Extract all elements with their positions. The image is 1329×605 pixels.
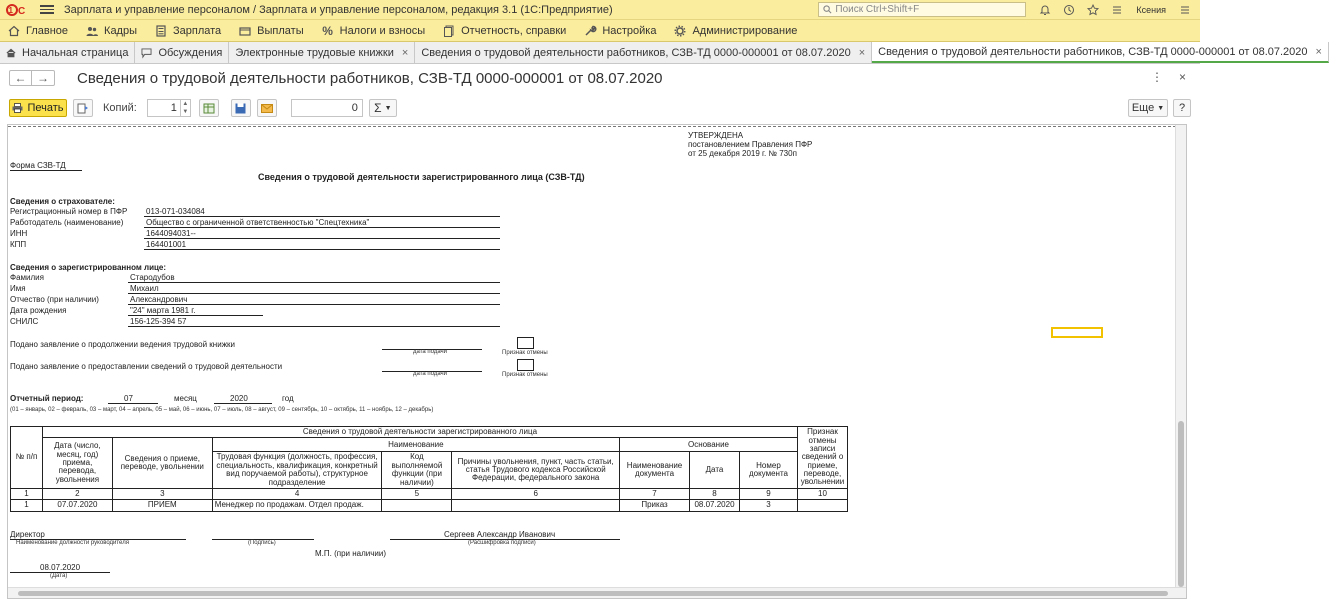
cancel-checkbox[interactable] bbox=[517, 337, 534, 349]
cancel-checkbox[interactable] bbox=[517, 359, 534, 371]
table-cell: 4 bbox=[212, 489, 382, 500]
table-cell[interactable]: 08.07.2020 bbox=[690, 500, 740, 511]
menu-label: Кадры bbox=[104, 24, 137, 37]
underline bbox=[144, 238, 500, 239]
underline bbox=[144, 249, 500, 250]
printer-icon bbox=[12, 103, 23, 113]
table-cell[interactable]: 1 bbox=[11, 500, 43, 511]
scroll-thumb[interactable] bbox=[18, 591, 1168, 596]
submit-date-caption: дата подачи bbox=[413, 371, 448, 377]
employer-value: Общество с ограниченной ответственностью "Спецтехника" bbox=[146, 218, 370, 227]
1c-logo-icon[interactable] bbox=[6, 4, 30, 16]
send-email-button[interactable] bbox=[257, 99, 277, 117]
home-icon bbox=[6, 48, 16, 58]
menu-item-settings[interactable] bbox=[576, 25, 666, 37]
window-menu-icon[interactable] bbox=[1176, 2, 1194, 18]
underline bbox=[128, 282, 500, 283]
period-label: Отчетный период: bbox=[10, 394, 84, 403]
people-icon bbox=[86, 25, 98, 37]
approved-by: постановлением Правления ПФР bbox=[688, 140, 813, 149]
table-cell: 5 bbox=[382, 489, 452, 500]
underline bbox=[108, 403, 158, 404]
person-section-title: Сведения о зарегистрированном лице: bbox=[10, 263, 167, 272]
tab-discussions[interactable] bbox=[135, 42, 229, 63]
signature-caption: (Подпись) bbox=[248, 540, 276, 546]
history-icon[interactable] bbox=[1060, 2, 1078, 18]
application-info: Подано заявление о предоставлении сведений о трудовой деятельности bbox=[10, 362, 283, 371]
more-button[interactable] bbox=[1128, 99, 1168, 117]
menu-label: Настройка bbox=[602, 24, 657, 37]
menu-item-payments[interactable] bbox=[231, 25, 313, 37]
insurer-section-title: Сведения о страхователе: bbox=[10, 197, 115, 206]
table-cell[interactable] bbox=[797, 500, 847, 511]
sign-date: 08.07.2020 bbox=[40, 563, 81, 572]
tab-electronic-workbooks[interactable] bbox=[229, 42, 415, 63]
table-cell: 9 bbox=[740, 489, 798, 500]
history-navigation bbox=[9, 70, 55, 86]
birth-date-label: Дата рождения bbox=[10, 306, 67, 315]
copies-input[interactable]: 1 bbox=[147, 99, 181, 117]
form-heading: Сведения о трудовой деятельности зарегистрированного лица (СЗВ-ТД) bbox=[258, 172, 585, 182]
cells-sum-field[interactable]: 0 bbox=[291, 99, 363, 117]
gear-icon bbox=[674, 25, 686, 37]
table-cell[interactable] bbox=[452, 500, 620, 511]
search-icon bbox=[823, 5, 832, 14]
tab-szv-td-print[interactable] bbox=[872, 42, 1329, 63]
kpp-value: 164401001 bbox=[146, 240, 187, 249]
underline bbox=[128, 304, 500, 305]
forward-arrow-icon[interactable]: → bbox=[37, 71, 49, 85]
period-year-value: 2020 bbox=[230, 394, 248, 403]
table-cell[interactable]: Менеджер по продажам. Отдел продаж. bbox=[212, 500, 382, 511]
col-header-basis: Основание bbox=[620, 438, 798, 452]
snils-label: СНИЛС bbox=[10, 317, 39, 326]
underline bbox=[144, 227, 500, 228]
first-name-label: Имя bbox=[10, 284, 26, 293]
close-icon[interactable]: × bbox=[401, 46, 409, 59]
tab-label: Электронные трудовые книжки bbox=[235, 46, 394, 59]
tab-label: Начальная страница bbox=[22, 46, 129, 59]
home-icon bbox=[8, 25, 20, 37]
spreadsheet-document[interactable] bbox=[7, 124, 1187, 599]
favorites-star-icon[interactable] bbox=[1084, 2, 1102, 18]
period-month-value: 07 bbox=[124, 394, 133, 403]
table-cell: 6 bbox=[452, 489, 620, 500]
edit-sheet-icon bbox=[203, 103, 215, 114]
director-name: Сергеев Александр Иванович bbox=[444, 530, 556, 539]
date-caption: (Дата) bbox=[50, 573, 68, 579]
snils-value: 156-125-394 57 bbox=[130, 317, 187, 326]
close-icon[interactable]: × bbox=[858, 46, 866, 59]
menu-item-taxes[interactable] bbox=[314, 25, 436, 37]
search-input[interactable] bbox=[818, 2, 1026, 17]
table-row[interactable] bbox=[11, 500, 848, 511]
work-activity-table bbox=[10, 426, 848, 512]
col-header-event: Сведения о приеме, переводе, увольнении bbox=[112, 438, 212, 489]
edit-table-button[interactable] bbox=[199, 99, 219, 117]
close-window-icon[interactable]: × bbox=[1178, 70, 1186, 84]
underline bbox=[144, 216, 500, 217]
svg-text:С: С bbox=[18, 5, 26, 17]
surname-value: Стародубов bbox=[130, 273, 175, 282]
chat-icon bbox=[141, 48, 152, 58]
application-workbook: Подано заявление о продолжении ведения трудовой книжки bbox=[10, 340, 236, 349]
col-header-date: Дата (число, месяц, год) приема, перевода, увольнения bbox=[42, 438, 112, 489]
tab-label: Сведения о трудовой деятельности работников, СЗВ-ТД 0000-000001 от 08.07.2020 bbox=[878, 45, 1308, 58]
col-header-cancel: Признак отмены записи сведений о приеме, переводе, увольнении bbox=[797, 427, 847, 489]
col-header-doc-name: Наименование документа bbox=[620, 452, 690, 489]
reg-number-value: 013-071-034084 bbox=[146, 207, 205, 216]
submit-date-caption: дата подачи bbox=[413, 349, 448, 355]
page-setup-icon bbox=[77, 103, 89, 114]
underline bbox=[10, 170, 82, 171]
app-title: Зарплата и управление персоналом / Зарплата и управление персоналом, редакция 3.1 (1С:Предприятие) bbox=[64, 3, 613, 16]
col-header-doc-date: Дата bbox=[690, 452, 740, 489]
vertical-scrollbar[interactable] bbox=[1175, 125, 1186, 587]
bell-icon[interactable] bbox=[1036, 2, 1054, 18]
print-toolbar bbox=[0, 96, 1200, 120]
column-numbers-row bbox=[11, 489, 848, 500]
table-cell: 7 bbox=[620, 489, 690, 500]
surname-label: Фамилия bbox=[10, 273, 44, 282]
envelope-icon bbox=[261, 104, 273, 113]
approved-date: от 25 декабря 2019 г. № 730п bbox=[688, 149, 797, 158]
save-button[interactable] bbox=[231, 99, 251, 117]
menu-label: Выплаты bbox=[257, 24, 304, 37]
print-button[interactable] bbox=[9, 99, 67, 117]
col-header-function: Трудовая функция (должность, профессия, специальность, квалификация, конкретный вид поручаемой работы), структурное подразделение bbox=[212, 452, 382, 489]
copies-stepper[interactable] bbox=[181, 99, 191, 117]
page-title: Сведения о трудовой деятельности работников, СЗВ-ТД 0000-000001 от 08.07.2020 bbox=[77, 69, 663, 87]
percent-icon: % bbox=[322, 23, 333, 38]
up-arrow-icon[interactable]: ▲ bbox=[182, 101, 189, 107]
open-windows-tabs bbox=[0, 42, 1322, 64]
svg-text:1: 1 bbox=[8, 5, 13, 15]
table-cell: 1 bbox=[11, 489, 43, 500]
cancel-caption: Признак отмены bbox=[502, 372, 548, 378]
sum-mode-button[interactable] bbox=[369, 99, 397, 117]
menu-label: Налоги и взносы bbox=[339, 24, 426, 37]
col-header-code: Код выполняемой функции (при наличии) bbox=[382, 452, 452, 489]
underline bbox=[214, 403, 272, 404]
inn-value: 1644094031-- bbox=[146, 229, 196, 238]
wallet-icon bbox=[239, 25, 251, 37]
director-title: Директор bbox=[10, 530, 45, 539]
col-header-no: № п/п bbox=[11, 427, 43, 489]
print-label: Печать bbox=[27, 102, 64, 114]
employer-label: Работодатель (наименование) bbox=[10, 218, 124, 227]
more-label: Еще bbox=[1131, 102, 1155, 114]
year-label: год bbox=[282, 394, 294, 403]
report-icon bbox=[443, 25, 455, 37]
director-caption: Наименование должности руководителя bbox=[16, 540, 129, 546]
underline bbox=[128, 293, 500, 294]
decoding-caption: (Расшифровка подписи) bbox=[468, 540, 536, 546]
table-cell[interactable]: ПРИЕМ bbox=[112, 500, 212, 511]
calculator-icon bbox=[155, 25, 167, 37]
selected-cell[interactable] bbox=[1051, 327, 1103, 338]
search-placeholder: Поиск Ctrl+Shift+F bbox=[835, 4, 920, 15]
copies-label: Копий: bbox=[103, 102, 137, 114]
patronymic-value: Александрович bbox=[130, 295, 188, 304]
scroll-thumb[interactable] bbox=[1178, 421, 1184, 587]
more-actions-icon[interactable]: ⋮ bbox=[1150, 70, 1163, 84]
table-cell[interactable]: Приказ bbox=[620, 500, 690, 511]
menu-item-salary[interactable] bbox=[147, 25, 231, 37]
form-name: Форма СЗВ-ТД bbox=[10, 161, 66, 170]
col-header-main: Сведения о трудовой деятельности зарегистрированного лица bbox=[42, 427, 797, 438]
user-menu-icon[interactable] bbox=[1108, 2, 1126, 18]
tab-label: Обсуждения bbox=[158, 46, 223, 59]
document-header bbox=[0, 64, 1200, 92]
help-button[interactable]: ? bbox=[1173, 99, 1191, 117]
table-cell[interactable]: 07.07.2020 bbox=[42, 500, 112, 511]
menu-item-main[interactable] bbox=[0, 25, 78, 37]
page-break-line bbox=[8, 126, 1176, 127]
table-cell: 3 bbox=[112, 489, 212, 500]
table-cell: 2 bbox=[42, 489, 112, 500]
dropdown-arrow-icon: ▼ bbox=[384, 104, 392, 112]
cancel-caption: Признак отмены bbox=[502, 350, 548, 356]
inn-label: ИНН bbox=[10, 229, 28, 238]
table-cell[interactable] bbox=[382, 500, 452, 511]
menu-item-reports[interactable] bbox=[435, 25, 576, 37]
months-hint: (01 – январь, 02 – февраль, 03 – март, 04 – апрель, 05 – май, 06 – июнь, 07 – июль, 08 – август, 09 – сентябрь, 10 – октябрь, 11 – ноябрь, 12 – декабрь) bbox=[10, 407, 434, 413]
menu-label: Отчетность, справки bbox=[461, 24, 567, 37]
col-header-doc-number: Номер документа bbox=[740, 452, 798, 489]
kpp-label: КПП bbox=[10, 240, 27, 249]
back-arrow-icon[interactable]: ← bbox=[10, 71, 32, 85]
menu-label: Администрирование bbox=[692, 24, 798, 37]
sections-menu bbox=[0, 20, 1200, 42]
first-name-value: Михаил bbox=[130, 284, 159, 293]
table-cell[interactable]: 3 bbox=[740, 500, 798, 511]
floppy-disk-icon bbox=[235, 103, 246, 114]
col-header-reason: Причины увольнения, пункт, часть статьи, статья Трудового кодекса Российской Федерации, федерального закона bbox=[452, 452, 620, 489]
tab-szv-td-list[interactable] bbox=[415, 42, 872, 63]
close-icon[interactable]: × bbox=[1315, 45, 1322, 58]
table-cell: 8 bbox=[690, 489, 740, 500]
down-arrow-icon[interactable]: ▼ bbox=[182, 109, 189, 115]
table-cell: 10 bbox=[797, 489, 847, 500]
tab-label: Сведения о трудовой деятельности работников, СЗВ-ТД 0000-000001 от 08.07.2020 bbox=[421, 46, 851, 59]
underline bbox=[128, 326, 500, 327]
patronymic-label: Отчество (при наличии) bbox=[10, 295, 99, 304]
print-settings-button[interactable] bbox=[73, 99, 93, 117]
underline bbox=[128, 315, 263, 316]
col-header-name-group: Наименование bbox=[212, 438, 619, 452]
wrench-icon bbox=[584, 25, 596, 37]
reg-number-label: Регистрационный номер в ПФР bbox=[10, 207, 128, 216]
sigma-icon: Σ bbox=[374, 101, 382, 115]
main-menu-icon[interactable] bbox=[40, 5, 54, 14]
menu-item-hr[interactable] bbox=[78, 25, 147, 37]
menu-label: Главное bbox=[26, 24, 69, 37]
user-name[interactable]: Ксения bbox=[1136, 4, 1166, 15]
birth-date-value: "24" марта 1981 г. bbox=[130, 306, 196, 315]
title-bar bbox=[0, 0, 1200, 20]
approved-caption: УТВЕРЖДЕНА bbox=[688, 131, 744, 140]
menu-item-admin[interactable] bbox=[666, 25, 807, 37]
stamp-caption: М.П. (при наличии) bbox=[315, 549, 386, 558]
horizontal-scrollbar[interactable] bbox=[8, 587, 1186, 598]
tab-home[interactable] bbox=[0, 42, 135, 63]
menu-label: Зарплата bbox=[173, 24, 222, 37]
dropdown-arrow-icon: ▼ bbox=[1157, 104, 1165, 112]
month-label: месяц bbox=[174, 394, 197, 403]
